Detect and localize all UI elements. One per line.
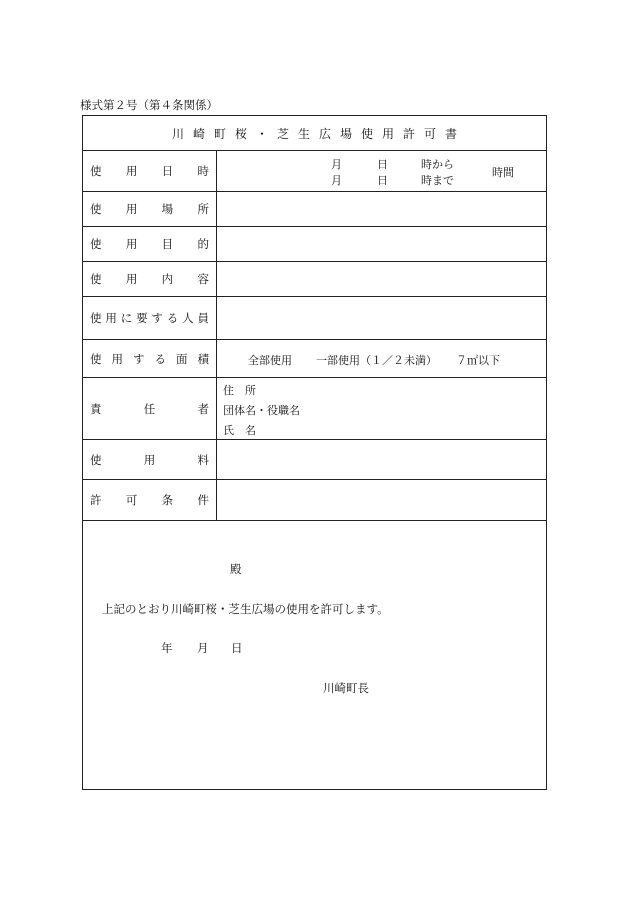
permit-form [82, 115, 547, 790]
label-cell [83, 440, 217, 479]
hour-to: 時まで [421, 174, 454, 187]
label-responsible: 責任者 [90, 401, 209, 416]
purpose-value-cell[interactable] [217, 227, 546, 261]
duration-hours: 時間 [492, 166, 514, 179]
label-content: 使用内容 [90, 272, 209, 286]
organization-label: 団体名・役職名 [223, 404, 300, 417]
responsible-value-cell[interactable] [217, 378, 546, 439]
label-cell [83, 151, 217, 191]
row-fee [83, 440, 546, 480]
label-cell [83, 262, 217, 296]
area-value-cell[interactable] [217, 340, 546, 377]
label-cell [83, 227, 217, 261]
label-conditions: 許可条件 [90, 493, 209, 507]
label-purpose: 使用目的 [90, 237, 209, 251]
label-cell [83, 297, 217, 339]
row-place [83, 192, 546, 227]
label-date: 使用日時 [90, 164, 209, 178]
month-2: 月 [331, 174, 342, 187]
day-1: 日 [377, 158, 388, 171]
row-purpose [83, 227, 546, 262]
personnel-value-cell[interactable] [217, 297, 546, 339]
label-cell [83, 480, 217, 520]
day-2: 日 [377, 174, 388, 187]
form-title: 川崎町桜・芝生広場使用許可書 [171, 126, 466, 141]
permission-section [83, 521, 546, 789]
row-personnel [83, 297, 546, 340]
row-area [83, 340, 546, 378]
permission-statement: 上記のとおり川崎町桜・芝生広場の使用を許可します。 [102, 602, 389, 616]
date-day: 日 [231, 641, 243, 655]
area-limit-option[interactable]: ７㎡以下 [456, 354, 500, 367]
full-use-option[interactable]: 全部使用 [248, 354, 292, 367]
label-place: 使用場所 [90, 202, 209, 216]
label-fee: 使用料 [90, 452, 209, 467]
partial-use-option[interactable]: 一部使用（１／２未満） [316, 354, 437, 367]
label-cell [83, 192, 217, 226]
label-cell [83, 340, 217, 377]
date-value-cell[interactable] [217, 151, 546, 191]
date-month: 月 [197, 641, 209, 655]
row-responsible [83, 378, 546, 440]
fee-value-cell[interactable] [217, 440, 546, 479]
place-value-cell[interactable] [217, 192, 546, 226]
address-label: 住 所 [223, 384, 256, 397]
issuer: 川崎町長 [323, 681, 369, 695]
name-label: 氏 名 [223, 424, 256, 437]
row-conditions [83, 480, 546, 521]
label-personnel: 使用に要する人員 [90, 311, 209, 325]
form-number: 様式第２号（第４条関係） [80, 98, 218, 112]
month-1: 月 [331, 158, 342, 171]
addressee-suffix: 殿 [230, 562, 242, 576]
content-value-cell[interactable] [217, 262, 546, 296]
hour-from: 時から [421, 158, 454, 171]
date-year: 年 [161, 641, 173, 655]
title-row [83, 116, 546, 151]
label-cell [83, 378, 217, 439]
row-date [83, 151, 546, 192]
conditions-value-cell[interactable] [217, 480, 546, 520]
row-content [83, 262, 546, 297]
label-area: 使用する面積 [90, 351, 209, 366]
